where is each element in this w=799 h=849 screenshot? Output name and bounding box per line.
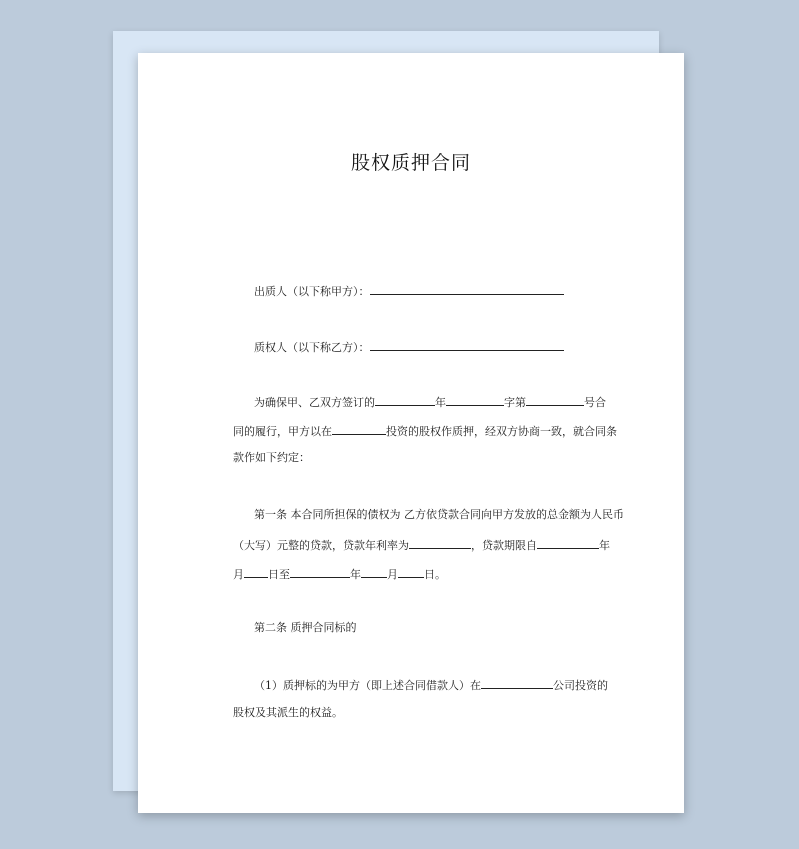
article1-text: 日。: [424, 568, 446, 581]
intro-line-1: [254, 394, 606, 410]
pledgor-label: 出质人（以下称甲方）：: [254, 285, 370, 298]
article1-text: ，贷款期限自: [471, 539, 537, 552]
document-page: [138, 53, 684, 813]
intro-text: 年: [435, 396, 446, 409]
company-blank: [481, 677, 553, 689]
loan-end-month-blank: [361, 566, 387, 578]
intro-text: 字第: [504, 396, 526, 409]
article1-line-1: [254, 508, 624, 522]
pledgor-line: [254, 283, 564, 299]
intro-line-2: [233, 423, 617, 439]
pledgee-blank: [370, 339, 564, 351]
contract-number-blank: [526, 394, 584, 406]
contract-word-blank: [446, 394, 504, 406]
article1-text: 月: [233, 568, 244, 581]
intro-text: 为确保甲、乙双方签订的: [254, 396, 375, 409]
article2-text: 股权及其派生的权益。: [233, 706, 343, 719]
loan-start-year-blank: [537, 537, 599, 549]
article1-text: 年: [599, 539, 610, 552]
investee-blank: [332, 423, 386, 435]
intro-text: 同的履行，甲方以在: [233, 425, 332, 438]
article1-text: 第一条 本合同所担保的债权为 乙方依贷款合同向甲方发放的总金额为人民币: [254, 508, 624, 521]
article2-heading-text: 第二条 质押合同标的: [254, 621, 357, 634]
loan-start-month-blank: [244, 566, 268, 578]
intro-line-3: [233, 451, 310, 465]
article1-text: 年: [350, 568, 361, 581]
pledgee-line: [254, 339, 564, 355]
article1-text: 日至: [268, 568, 290, 581]
intro-text: 号合: [584, 396, 606, 409]
loan-end-day-blank: [398, 566, 424, 578]
article1-text: 月: [387, 568, 398, 581]
interest-rate-blank: [409, 537, 471, 549]
article2-text: （1）质押标的为甲方（即上述合同借款人）在: [254, 679, 481, 692]
article2-heading: [254, 621, 357, 635]
pledgee-label: 质权人（以下称乙方）：: [254, 341, 370, 354]
intro-text: 款作如下约定：: [233, 451, 310, 464]
document-title: 股权质押合同: [350, 152, 471, 174]
pledgor-blank: [370, 283, 564, 295]
article2-item1-line-1: [254, 677, 608, 693]
article1-line-3: [233, 566, 446, 582]
article1-line-2: [233, 537, 610, 553]
article1-text: （大写）元整的贷款，贷款年利率为: [233, 539, 409, 552]
article2-text: 公司投资的: [553, 679, 608, 692]
contract-year-blank: [375, 394, 435, 406]
intro-text: 投资的股权作质押，经双方协商一致，就合同条: [386, 425, 617, 438]
article2-item1-line-2: [233, 706, 343, 720]
loan-end-year-blank: [290, 566, 350, 578]
